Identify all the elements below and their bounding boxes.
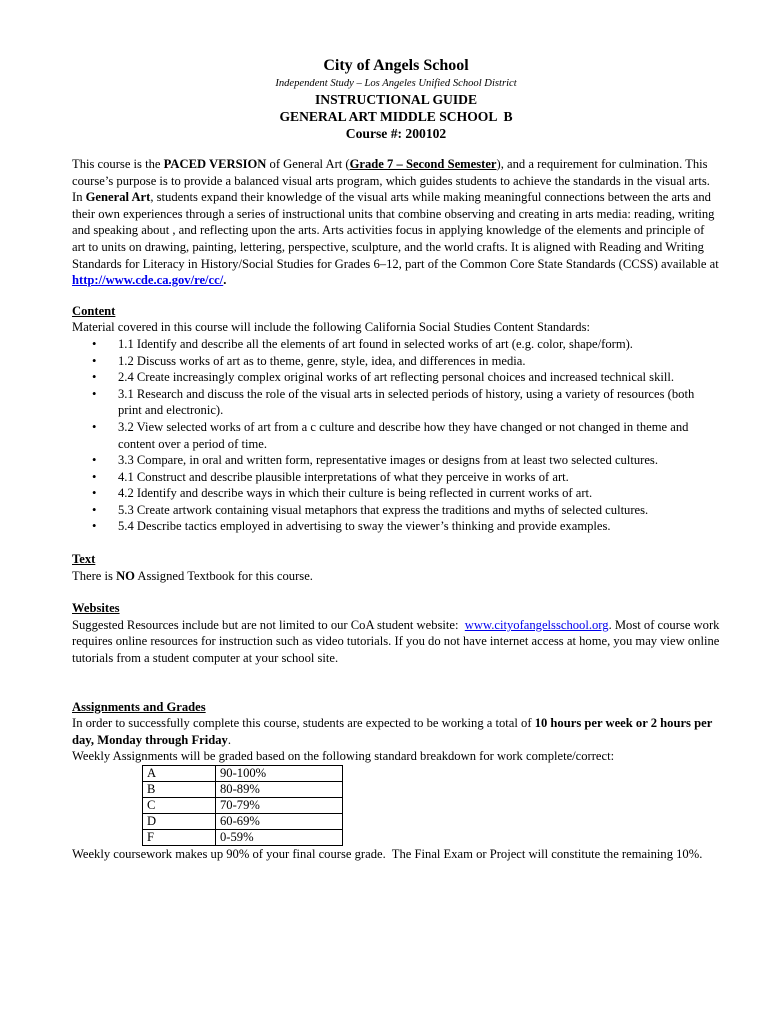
bullet-glyph: • [92, 469, 97, 484]
bullet-glyph: • [92, 486, 97, 501]
intro-general-art: General Art [85, 190, 151, 205]
intro-text-8: . [223, 273, 227, 288]
assignments-text-1: In order to successfully complete this course, students are expected to be working a total of [72, 716, 535, 731]
list-item [92, 353, 720, 370]
intro-text-7: , students expand their knowledge of the visual arts while making meaningful connections between the arts and their own experiences through a series of instructional units that combine observing and creating in arts media: reading, writing and speaking about , and reflecting upon the arts. Arts activities focus in applying knowledge of the elements and principle of art to units on drawing, painting, lettering, perspective, sculpture, and the world crafts. It is aligned with Reading and Writing Standards for Literacy in History/Social Studies for Grades 6–12, part of the Common Core State Standards (CCSS) available at [72, 190, 719, 271]
text-title: Text [72, 552, 96, 567]
range-cell: 90-100% [216, 766, 343, 782]
table-row [143, 766, 343, 782]
grade-cell: B [143, 782, 216, 798]
range-cell: 70-79% [216, 798, 343, 814]
list-item-text: 2.4 Create increasingly complex original works of art reflecting personal choices and increased technical skill. [118, 370, 675, 385]
guide-heading: INSTRUCTIONAL GUIDE [314, 92, 478, 107]
cde-link[interactable]: http://www.cde.ca.gov/re/cc/ [72, 273, 224, 288]
text-section [72, 551, 720, 584]
district-subtitle: Independent Study – Los Angeles Unified School District [275, 78, 517, 89]
content-lead: Material covered in this course will include the following California Social Studies Content Standards: [72, 320, 590, 335]
list-item [92, 369, 720, 386]
content-section [72, 303, 720, 535]
list-item [92, 485, 720, 502]
websites-body [72, 617, 720, 667]
list-item [92, 469, 720, 486]
list-item [92, 452, 720, 469]
bullet-glyph: • [92, 336, 97, 351]
bullet-glyph: • [92, 353, 97, 368]
list-item-text: 4.2 Identify and describe ways in which their culture is being reflected in current works of art. [118, 486, 593, 501]
content-title: Content [72, 303, 116, 318]
assignments-body [72, 715, 720, 748]
websites-title: Websites [72, 601, 120, 616]
intro-text-3: of General Art ( [266, 157, 350, 171]
grade-cell: D [143, 814, 216, 830]
list-item-text: 3.1 Research and discuss the role of the visual arts in selected periods of history, using a variety of resources (both print and electronic). [118, 386, 695, 418]
websites-text-2: . Most of course work requires online resources for instruction such as video tutorials. If you do not have internet access at home, you may view online tutorials from a student computer at your school site. [72, 617, 720, 666]
websites-text-1: Suggested Resources include but are not limited to our CoA student website: [72, 617, 465, 632]
table-row [143, 798, 343, 814]
bullet-glyph: • [92, 370, 97, 385]
bullet-glyph: • [92, 419, 97, 434]
list-item-text: 1.2 Discuss works of art as to theme, genre, style, idea, and differences in media. [118, 353, 526, 368]
grade-table [142, 765, 343, 846]
websites-section [72, 600, 720, 666]
list-item [92, 518, 720, 535]
course-number-heading: Course #: 200102 [345, 126, 447, 141]
bullet-glyph: • [92, 502, 97, 517]
table-row [143, 830, 343, 846]
range-cell: 80-89% [216, 782, 343, 798]
intro-grade-semester: Grade 7 – Second Semester [349, 157, 497, 171]
assignments-breakdown-lead: Weekly Assignments will be graded based on the following standard breakdown for work complete/correct: [72, 749, 615, 764]
intro-paragraph [72, 156, 720, 289]
school-title: City of Angels School [323, 57, 469, 74]
grade-cell: C [143, 798, 216, 814]
bullet-glyph: • [92, 519, 97, 534]
list-item-text: 5.4 Describe tactics employed in advertising to sway the viewer’s thinking and provide examples. [118, 519, 611, 534]
list-item [92, 502, 720, 519]
standards-list [72, 336, 720, 535]
intro-text-5: ), and a requirement for culmination. This course’s purpose is to provide a balanced visual arts program, which guides students to achieve the standards in the visual arts. In [72, 157, 710, 205]
intro-paced-version: PACED VERSION [163, 157, 267, 171]
bullet-glyph: • [92, 453, 97, 468]
list-item-text: 1.1 Identify and describe all the elements of art found in selected works of art (e.g. color, shape/form). [118, 336, 633, 351]
text-body-no: NO [116, 568, 135, 583]
spacer [72, 667, 720, 681]
text-body [72, 568, 720, 585]
bullet-glyph: • [92, 386, 97, 401]
list-item-text: 3.3 Compare, in oral and written form, representative images or designs from at least two selected cultures. [118, 453, 658, 468]
school-website-link[interactable]: www.cityofangelsschool.org [464, 617, 609, 632]
intro-text-1: This course is the [72, 157, 164, 171]
grade-cell: F [143, 830, 216, 846]
list-item [92, 386, 720, 419]
assignments-title: Assignments and Grades [72, 699, 206, 714]
table-row [143, 814, 343, 830]
grade-cell: A [143, 766, 216, 782]
assignments-section [72, 699, 720, 863]
course-name-heading: GENERAL ART MIDDLE SCHOOL B [279, 109, 513, 124]
table-row [143, 782, 343, 798]
list-item [92, 336, 720, 353]
text-body-3: Assigned Textbook for this course. [134, 568, 313, 583]
document-page [72, 55, 720, 863]
list-item-text: 3.2 View selected works of art from a c culture and describe how they have changed or not changed in theme and content over a period of time. [118, 419, 689, 451]
assignments-hours: 10 hours per week or 2 hours per day, Monday through Friday [72, 716, 713, 747]
range-cell: 0-59% [216, 830, 343, 846]
text-body-1: There is [72, 568, 117, 583]
assignments-closing: Weekly coursework makes up 90% of your final course grade. The Final Exam or Project will constitute the remaining 10%. [72, 847, 703, 861]
list-item-text: 4.1 Construct and describe plausible interpretations of what they perceive in works of art. [118, 469, 569, 484]
assignments-text-3: . [227, 732, 231, 747]
list-item [92, 419, 720, 452]
range-cell: 60-69% [216, 814, 343, 830]
list-item-text: 5.3 Create artwork containing visual metaphors that express the traditions and myths of selected cultures. [118, 502, 649, 517]
